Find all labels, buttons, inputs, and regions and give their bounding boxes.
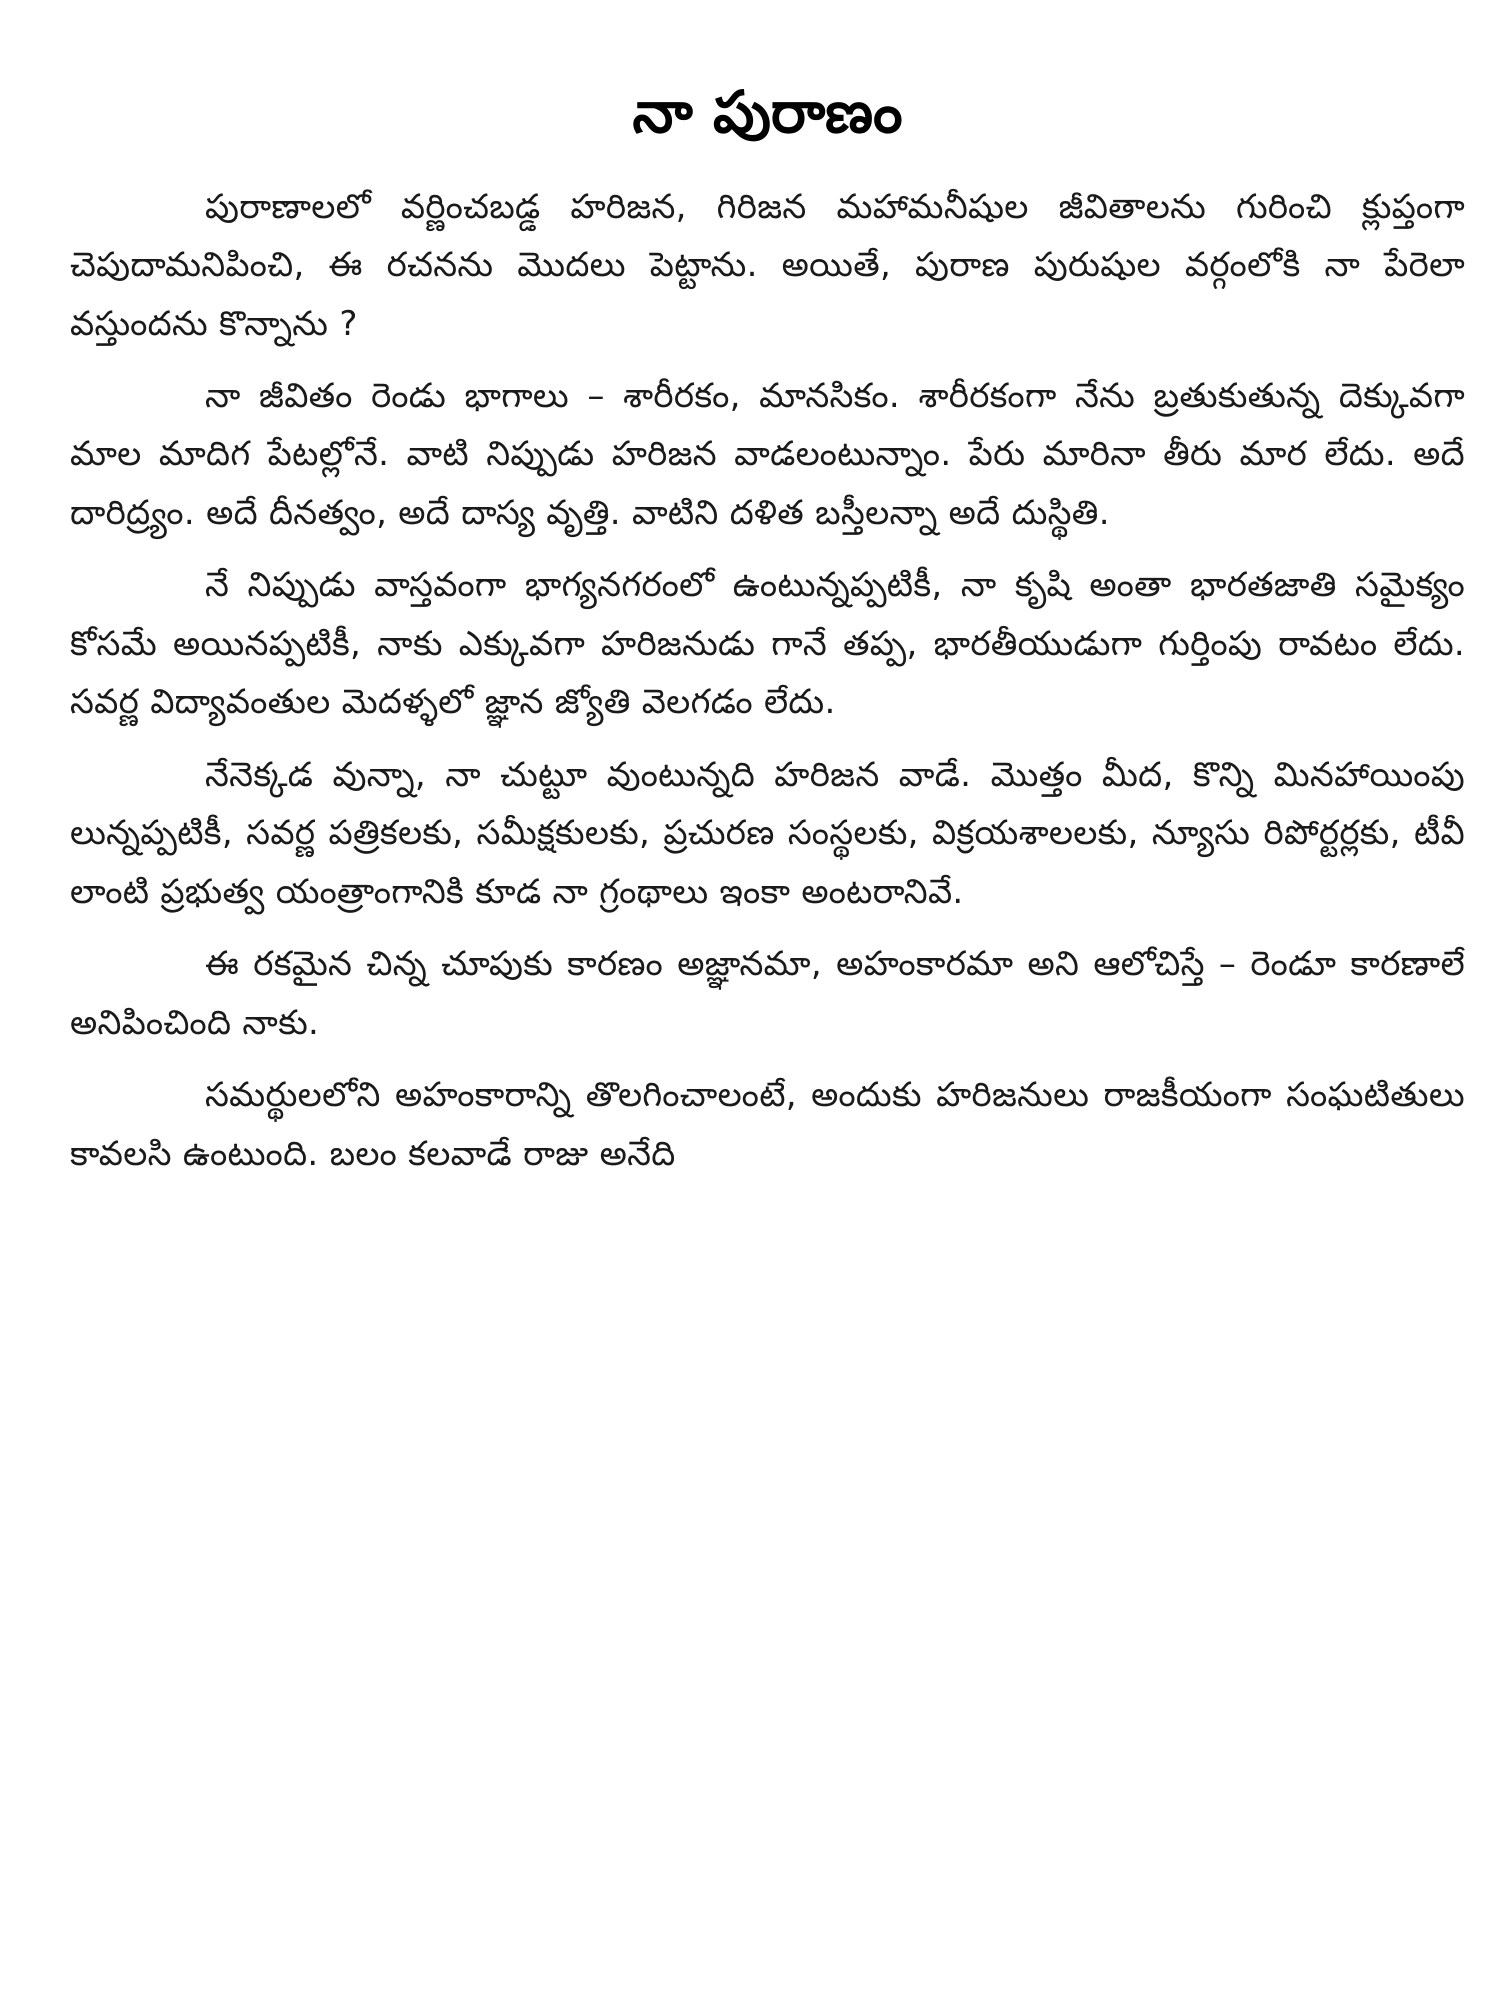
paragraph-5: ఈ రకమైన చిన్న చూపుకు కారణం అజ్ఞానమా, అహంకారమా అని ఆలోచిస్తే – రెండూ కారణాలే అనిపించింది నాకు. (70, 944, 1465, 1043)
document-page (70, 60, 1465, 1960)
paragraph-4: నేనెక్కడ వున్నా, నా చుట్టూ వుంటున్నది హరిజన వాడే. మొత్తం మీద, కొన్ని మినహాయింపు లున్నప్పటికీ, సవర్ణ పత్రికలకు, సమీక్షకులకు, ప్రచురణ సంస్థలకు, విక్రయశాలలకు, న్యూసు రిపోర్టర్లకు, టీవీ లాంటి ప్రభుత్వ యంత్రాంగానికి కూడ నా గ్రంథాలు ఇంకా అంటరానివే. (70, 754, 1465, 912)
paragraph-3: నే నిప్పుడు వాస్తవంగా భాగ్యనగరంలో ఉంటున్నప్పటికీ, నా కృషి అంతా భారతజాతి సమైక్యం కోసమే అయినప్పటికీ, నాకు ఎక్కువగా హరిజనుడు గానే తప్ప, భారతీయుడుగా గుర్తింపు రావటం లేదు. సవర్ణ విద్యావంతుల మెదళ్ళలో జ్ఞాన జ్యోతి వెలగడం లేదు. (70, 565, 1465, 723)
paragraph-1: పురాణాలలో వర్ణించబడ్డ హరిజన, గిరిజన మహామనీషుల జీవితాలను గురించి క్లుప్తంగా చెపుదామనిపించి, ఈ రచనను మొదలు పెట్టాను. అయితే, పురాణ పురుషుల వర్గంలోకి నా పేరెలా వస్తుందను కొన్నాను ? (70, 186, 1465, 344)
paragraph-6: సమర్థులలోని అహంకారాన్ని తొలగించాలంటే, అందుకు హరిజనులు రాజకీయంగా సంఘటితులు కావలసి ఉంటుంది. బలం కలవాడే రాజు అనేది (70, 1075, 1465, 1174)
paragraph-2: నా జీవితం రెండు భాగాలు – శారీరకం, మానసికం. శారీరకంగా నేను బ్రతుకుతున్న దెక్కువగా మాల మాదిగ పేటల్లోనే. వాటి నిప్పుడు హరిజన వాడలంటున్నాం. పేరు మారినా తీరు మార లేదు. అదే దారిద్ర్యం. అదే దీనత్వం, అదే దాస్య వృత్తి. వాటిని దళిత బస్తీలన్నా అదే దుస్థితి. (70, 376, 1465, 533)
page-title: నా పురాణం (632, 78, 903, 146)
